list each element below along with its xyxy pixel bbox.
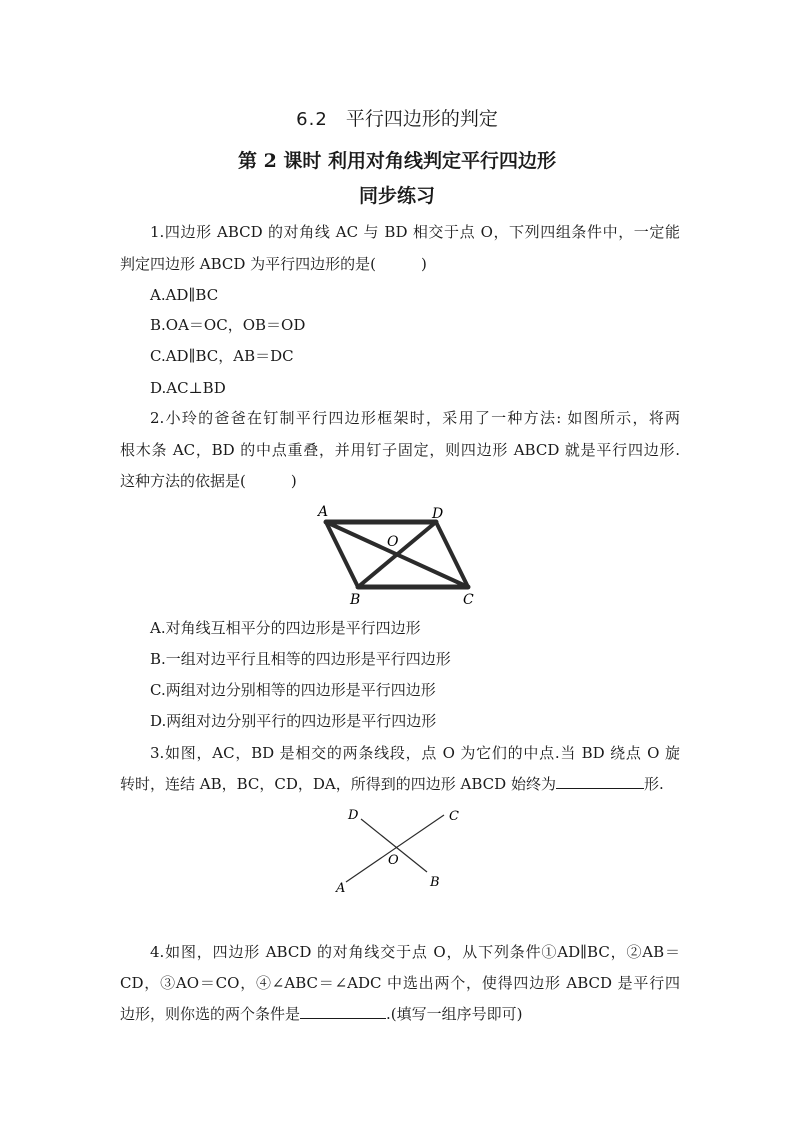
q2-diagonal-bd: [358, 522, 436, 587]
q4-stem-line2: CD，③AO＝CO，④∠ABC＝∠ADC 中选出两个，使得四边形 ABCD 是平行四: [120, 974, 680, 992]
q1-option-b: B.OA＝OC，OB＝OD: [150, 316, 306, 334]
q2-stem-line2: 根木条 AC，BD 的中点重叠，并用钉子固定，则四边形 ABCD 就是平行四边形.: [120, 441, 680, 459]
q3-stem-line2-end: 形.: [643, 775, 664, 793]
q2-label-b: B: [350, 592, 361, 608]
q1-option-d: D.AC⊥BD: [150, 379, 226, 397]
q4-stem-line3-text: 边形，则你选的两个条件是: [120, 1005, 301, 1023]
q4-stem-line1: 4.如图，四边形 ABCD 的对角线交于点 O，从下列条件①AD∥BC，②AB＝: [150, 943, 680, 961]
q3-label-o: O: [388, 853, 399, 868]
q3-label-d: D: [348, 808, 359, 823]
q4-stem-line3: [120, 1004, 680, 1024]
q1-stem-line1: 1.四边形 ABCD 的对角线 AC 与 BD 相交于点 O，下列四组条件中，一定能: [150, 223, 680, 241]
q2-parallelogram-figure: [310, 498, 490, 610]
section-title: 平行四边形的判定: [345, 108, 498, 130]
q4-stem-line3-end: .(填写一组序号即可): [386, 1005, 523, 1023]
section-number: 6.2: [296, 109, 328, 130]
q2-option-a: A.对角线互相平分的四边形是平行四边形: [150, 619, 421, 637]
q3-stem-line2-text: 转时，连结 AB，BC，CD，DA，所得到的四边形 ABCD 始终为: [120, 775, 556, 793]
q1-option-a: A.AD∥BC: [150, 286, 219, 304]
q2-label-a: A: [318, 504, 329, 520]
q2-label-o: O: [387, 534, 399, 550]
q4-answer-blank[interactable]: [300, 1004, 386, 1019]
lesson-title: 第 2 课时 利用对角线判定平行四边形: [237, 150, 557, 172]
q3-crossing-segments-figure: [330, 800, 470, 900]
q2-option-d: D.两组对边分别平行的四边形是平行四边形: [150, 712, 437, 730]
q2-stem-line3: 这种方法的依据是( ): [120, 472, 297, 490]
section-heading: [0, 104, 794, 131]
q1-option-c: C.AD∥BC，AB＝DC: [150, 347, 294, 365]
q3-stem-line2: [120, 774, 680, 794]
q2-option-c: C.两组对边分别相等的四边形是平行四边形: [150, 681, 436, 699]
q2-option-b: B.一组对边平行且相等的四边形是平行四边形: [150, 650, 451, 668]
q2-stem-line1: 2.小玲的爸爸在钉制平行四边形框架时，采用了一种方法: 如图所示，将两: [150, 409, 680, 427]
q3-label-b: B: [430, 875, 440, 890]
exercise-title: 同步练习: [358, 185, 435, 207]
q3-segment-ac: [346, 815, 444, 882]
q3-label-a: A: [336, 881, 346, 896]
q2-side-dc: [436, 522, 468, 587]
q2-label-c: C: [463, 592, 474, 608]
q3-stem-line1: 3.如图，AC，BD 是相交的两条线段，点 O 为它们的中点.当 BD 绕点 O 旋: [150, 744, 680, 762]
q3-answer-blank[interactable]: [556, 774, 644, 789]
q3-label-c: C: [449, 809, 459, 824]
q2-side-ab: [326, 522, 358, 587]
q1-stem-line2: 判定四边形 ABCD 为平行四边形的是( ): [120, 255, 427, 273]
q2-label-d: D: [432, 506, 444, 522]
